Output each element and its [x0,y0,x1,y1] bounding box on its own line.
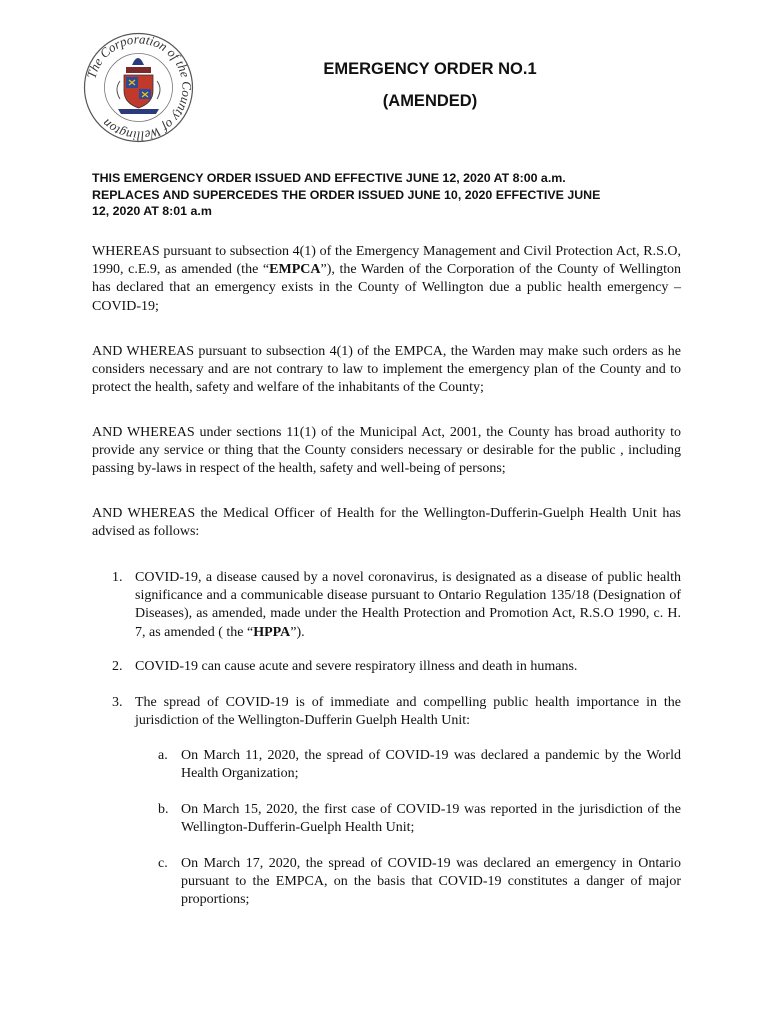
sub-list-text: On March 17, 2020, the spread of COVID-19 was declared an emergency in Ontario pursuant to the EMPCA, on the basis that COVID-19 constitutes a danger of major proportions; [181,856,681,908]
page-subtitle: (AMENDED) [382,92,478,110]
list-item-text: The spread of COVID-19 is of immediate and compelling public health importance in the jurisdiction of the Wellington-Dufferin Guelph Health Unit: [135,695,681,729]
seal-emblem-icon [82,31,195,144]
sub-list-letter: c. [158,856,168,871]
sub-list-text: On March 11, 2020, the spread of COVID-19 was declared a pandemic by the World Health Organization; [181,748,681,782]
sub-list-letter: a. [158,748,168,763]
notice-line-2: REPLACES AND SUPERCEDES THE ORDER ISSUED JUNE 10, 2020 EFFECTIVE JUNE [92,187,601,202]
seal-ring-text: The Corporation of the County of Wellington [83,31,195,144]
whereas-paragraph-1 [92,243,681,316]
para1-text-end: ”), the Warden of the Corporation of the County of Wellington has declared that an emergency exists in the County of Wellington due a public health emergency – COVID-19; [92,262,681,314]
whereas-paragraph-2: AND WHEREAS pursuant to subsection 4(1) of the EMPCA, the Warden may make such orders as he considers necessary and are not contrary to law to implement the emergency plan of the County and to protect the health, safety and welfare of the inhabitants of the County; [92,344,681,396]
order-effective-notice [92,170,692,220]
whereas-paragraph-4: AND WHEREAS the Medical Officer of Health for the Wellington-Dufferin-Guelph Health Unit has advised as follows: [92,506,681,540]
sub-list-text: On March 15, 2020, the first case of COVID-19 was reported in the jurisdiction of the Wellington-Dufferin-Guelph Health Unit; [181,802,681,836]
sub-list-letter: b. [158,802,169,817]
list-item-text: COVID-19 can cause acute and severe respiratory illness and death in humans. [135,659,578,674]
list-number: 3. [112,695,123,710]
page-title: EMERGENCY ORDER NO.1 [323,60,537,78]
list-number: 2. [112,659,123,674]
hppa-definition: HPPA [253,624,291,640]
notice-line-1: THIS EMERGENCY ORDER ISSUED AND EFFECTIVE JUNE 12, 2020 AT 8:00 a.m. [92,171,566,185]
list-item-text-start: COVID-19, a disease caused by a novel coronavirus, is designated as a disease of public health significance and a communicable disease pursuant to Ontario Regulation 135/18 (Designation of Diseases), as amended, made under the Health Protection and Promotion Act, R.S.O 1990, c. H. 7, as amended ( the “ [135,570,681,640]
list-number: 1. [112,570,123,585]
empca-definition: EMPCA [269,262,321,278]
notice-line-3: 12, 2020 AT 8:01 a.m [92,204,212,218]
whereas-paragraph-3: AND WHEREAS under sections 11(1) of the Municipal Act, 2001, the County has broad authority to provide any service or thing that the County considers necessary or desirable for the public , including passing by-laws in respect of the health, safety and well-being of persons; [92,425,681,477]
list-item-text-end: ”). [290,624,305,640]
county-seal-logo [82,31,195,144]
list-item-text [135,569,681,642]
para1-text-start: WHEREAS pursuant to subsection 4(1) of the Emergency Management and Civil Protection Act, R.S.O, 1990, c.E.9, as amended (the “ [92,244,681,278]
